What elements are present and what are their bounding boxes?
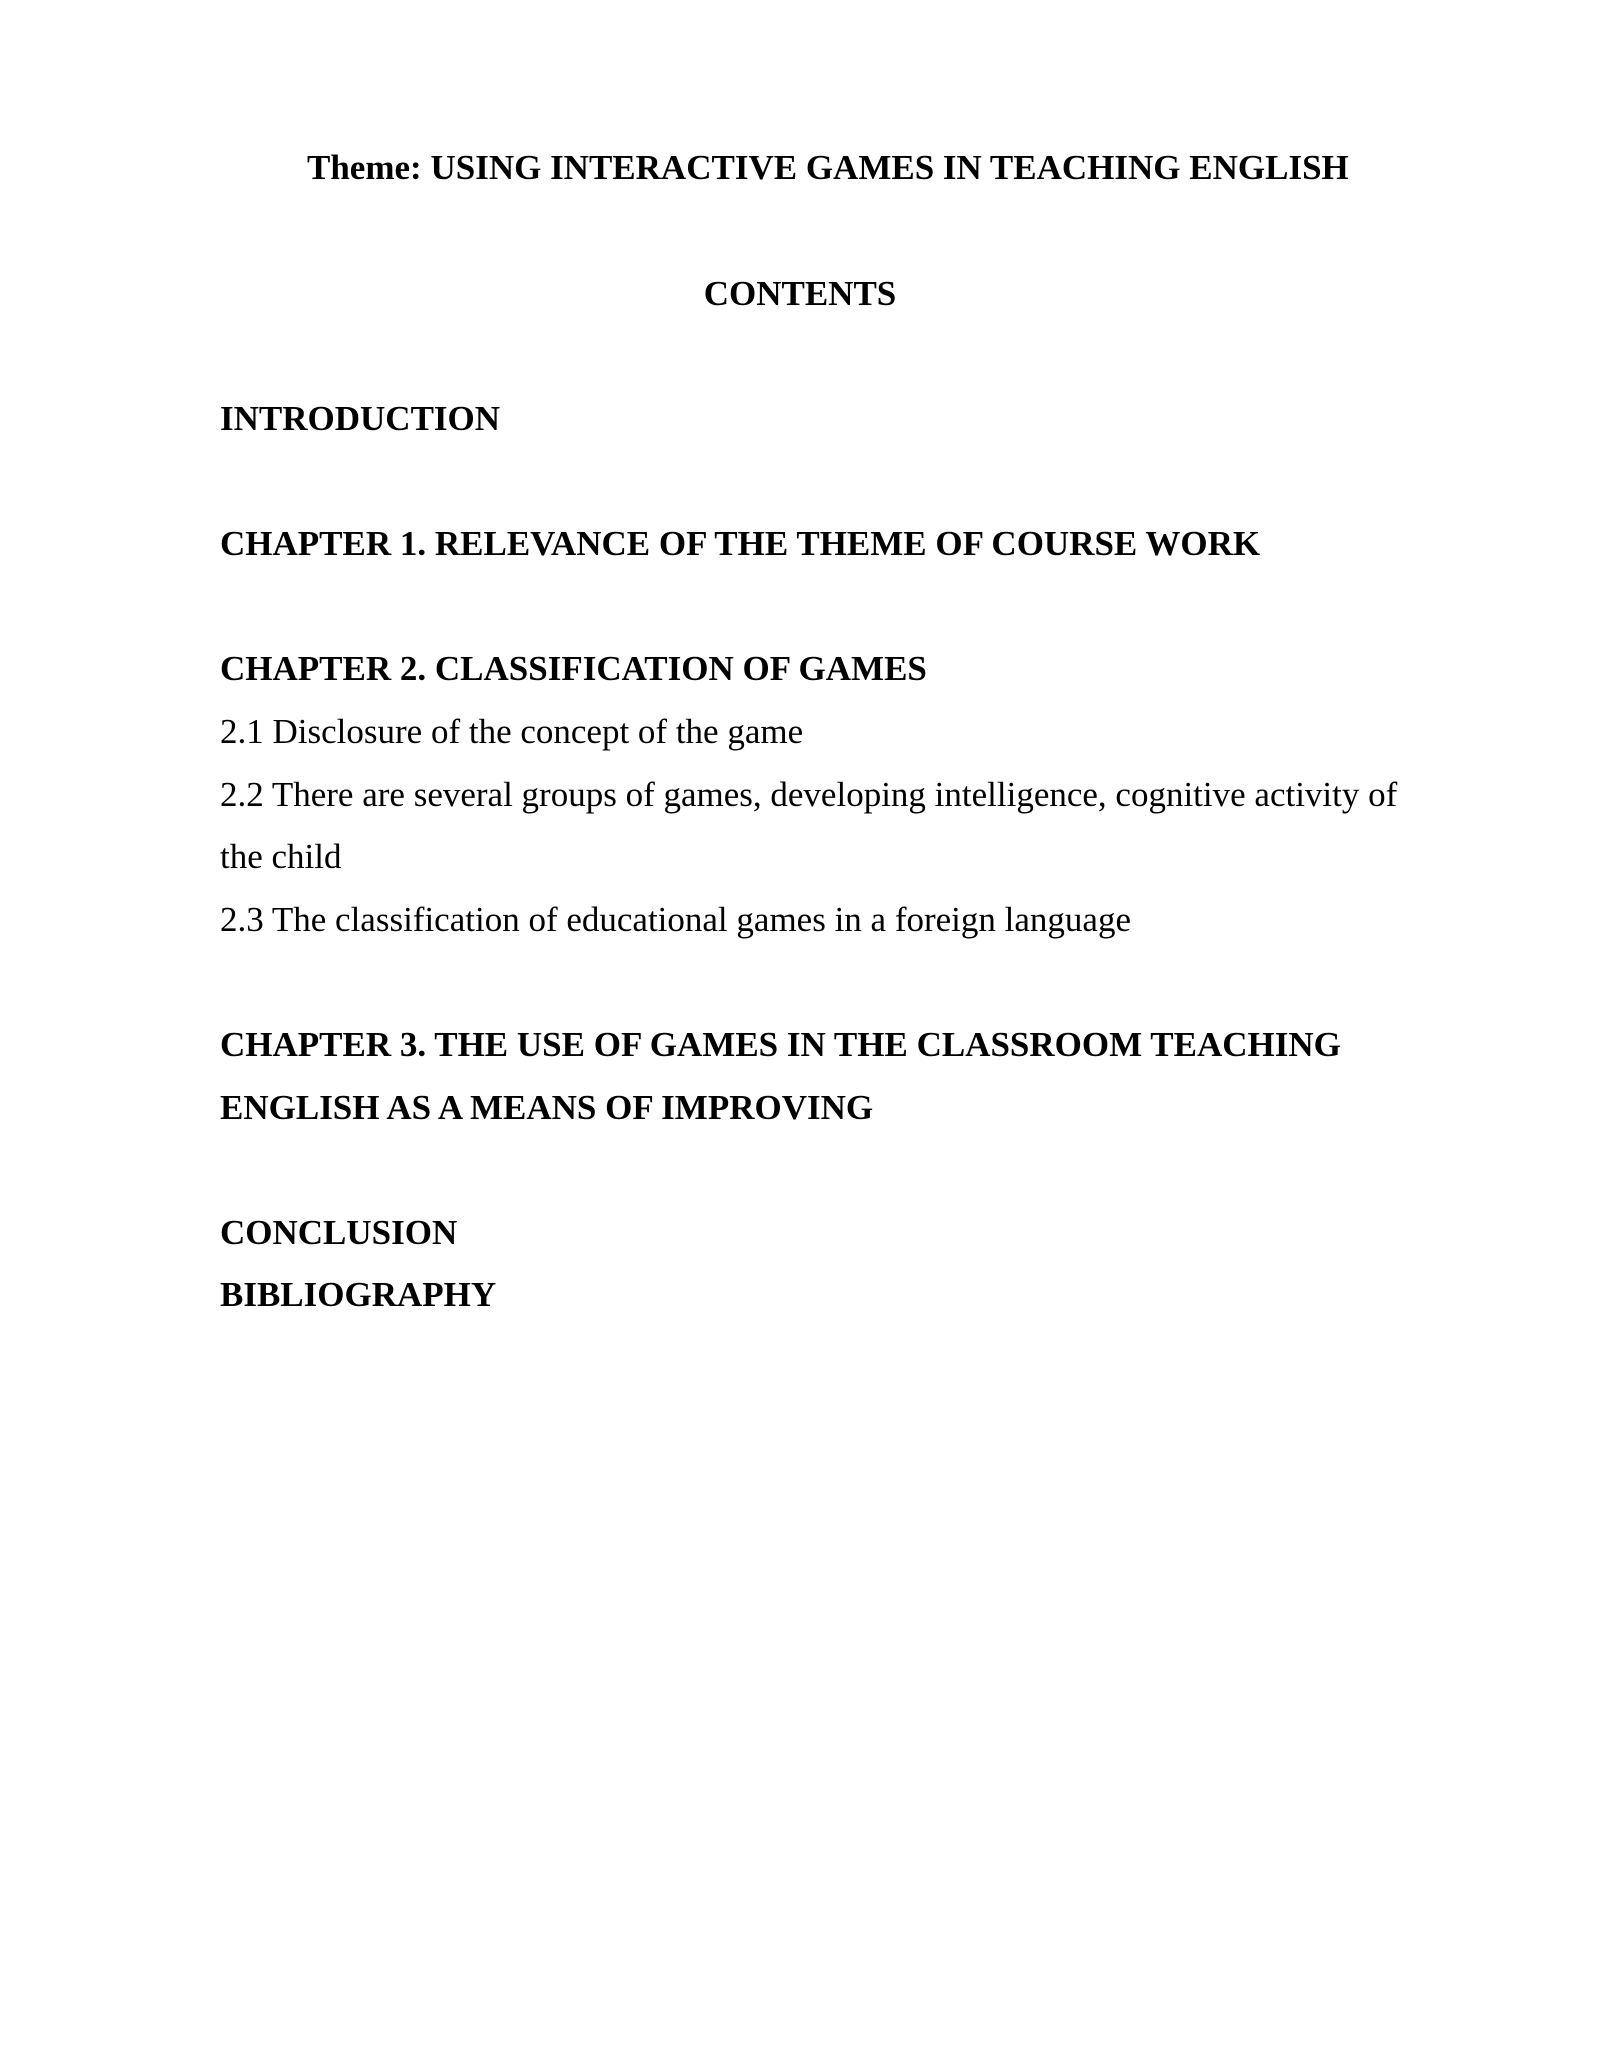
toc-section-2-3: 2.3 The classification of educational games in a foreign language	[220, 900, 1131, 939]
toc-section-2-1: 2.1 Disclosure of the concept of the game	[220, 712, 804, 751]
theme-label: Theme:	[307, 148, 422, 187]
toc-bibliography: BIBLIOGRAPHY	[220, 1275, 497, 1314]
toc-section-2-2-line-1: 2.2 There are several groups of games, developing intelligence, cognitive activity of	[220, 775, 1398, 814]
theme-title	[307, 147, 1349, 189]
contents-heading: CONTENTS	[703, 274, 897, 313]
toc-conclusion: CONCLUSION	[220, 1213, 458, 1252]
toc-introduction: INTRODUCTION	[220, 399, 501, 438]
toc-chapter-3-line-1: CHAPTER 3. THE USE OF GAMES IN THE CLASSROOM TEACHING	[220, 1025, 1341, 1064]
toc-chapter-1: CHAPTER 1. RELEVANCE OF THE THEME OF COURSE WORK	[220, 524, 1261, 563]
toc-chapter-3-line-2: ENGLISH AS A MEANS OF IMPROVING	[220, 1088, 874, 1127]
theme-text: USING INTERACTIVE GAMES IN TEACHING ENGLISH	[430, 148, 1349, 187]
toc-chapter-2: CHAPTER 2. CLASSIFICATION OF GAMES	[220, 649, 927, 688]
toc-section-2-2-line-2: the child	[220, 837, 342, 876]
